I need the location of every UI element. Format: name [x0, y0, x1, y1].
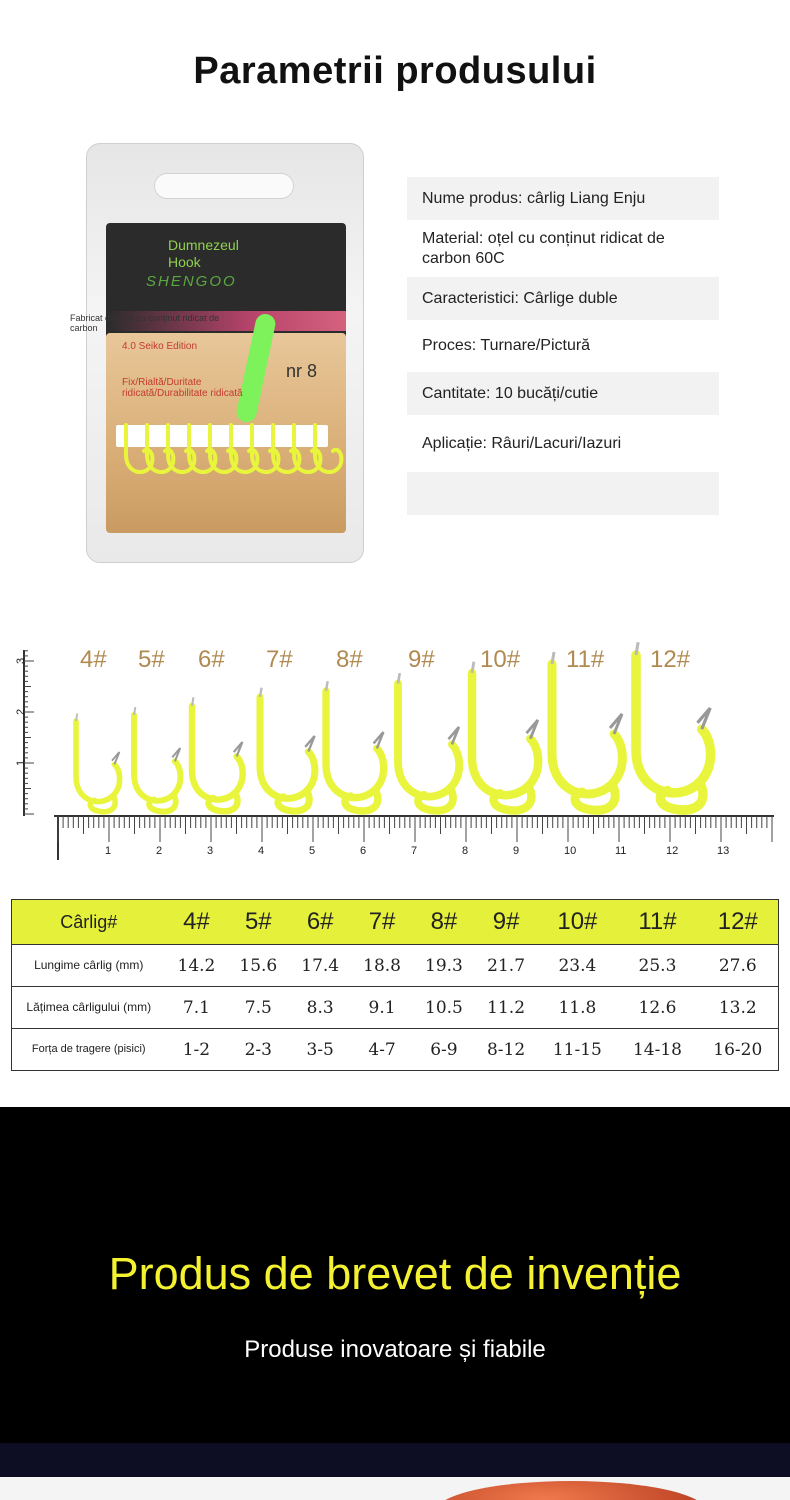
table-cell: 8.3 [289, 987, 351, 1029]
hook-eye [260, 688, 262, 697]
spec-item: Caracteristici: Cârlige duble [407, 277, 719, 320]
package-brand-line1: Dumnezeul [168, 237, 239, 253]
table-cell: 12.6 [617, 987, 697, 1029]
hook-eye [552, 652, 554, 664]
horizontal-tick-label: 4 [258, 845, 265, 857]
horizontal-tick-label: 13 [717, 845, 730, 857]
table-header-size: 7# [351, 900, 413, 945]
horizontal-tick-label: 3 [207, 845, 214, 857]
hook-shank [552, 664, 622, 794]
ruler-hook [260, 688, 315, 811]
hook-shank [76, 721, 120, 802]
table-cell: 11.8 [537, 987, 617, 1029]
table-cell: 8-12 [475, 1029, 537, 1071]
ruler-hook [134, 707, 180, 811]
page-title: Parametrii produsului [193, 50, 597, 92]
table-header-size: 4# [166, 900, 228, 945]
horizontal-tick-label: 5 [309, 845, 316, 857]
hook-shank [192, 706, 243, 800]
hook-size-label: 4# [80, 646, 107, 673]
horizontal-tick-label: 8 [462, 845, 469, 857]
table-header-row [12, 900, 779, 945]
banner-subtitle: Produse inovatoare și fiabile [244, 1336, 546, 1363]
ruler-hook [326, 681, 384, 811]
ruler-hook [472, 662, 538, 811]
vertical-tick-label: 3 [15, 657, 27, 664]
banner-title: Produs de brevet de invenție [108, 1248, 682, 1299]
table-header-size: 10# [537, 900, 617, 945]
ruler-hook [192, 697, 243, 811]
table-cell: 11-15 [537, 1029, 617, 1071]
hook-eye [636, 642, 638, 655]
product-package-image [70, 143, 364, 563]
package-feature-text: Fabricat din oțel cu conținut ridicat de carbon [70, 313, 220, 333]
horizontal-tick-label: 6 [360, 845, 367, 857]
table-cell: 14.2 [166, 945, 228, 987]
table-cell: 16-20 [698, 1029, 779, 1071]
hook-shank [260, 697, 315, 798]
table-row-label: Forța de tragere (pisici) [12, 1029, 166, 1071]
hook-shank [636, 655, 711, 793]
horizontal-tick-label: 2 [156, 845, 163, 857]
table-cell: 21.7 [475, 945, 537, 987]
vertical-tick-label: 2 [15, 708, 27, 715]
table-row [12, 987, 779, 1029]
table-cell: 11.2 [475, 987, 537, 1029]
spec-item: Proces: Turnare/Pictură [422, 337, 591, 354]
spec-list [407, 177, 719, 515]
hook-shank [326, 691, 384, 798]
table-header-size: 9# [475, 900, 537, 945]
hook-size-label: 8# [336, 646, 363, 673]
package-properties: Fix/Rialtă/Duritate ridicată/Durabilitate ridicată [122, 377, 243, 399]
table-cell: 19.3 [413, 945, 475, 987]
package-hook [315, 425, 341, 472]
spec-item: Cantitate: 10 bucăți/cutie [407, 372, 719, 415]
hook-size-label: 7# [266, 646, 293, 673]
hook-eye [472, 662, 474, 673]
ruler-hook [398, 673, 459, 811]
table-cell: 2-3 [227, 1029, 289, 1071]
spec-item [407, 472, 719, 515]
banner-strip [0, 1443, 790, 1477]
ruler-hook [552, 652, 622, 810]
table-cell: 27.6 [698, 945, 779, 987]
horizontal-tick-label: 7 [411, 845, 418, 857]
table-cell: 15.6 [227, 945, 289, 987]
table-row [12, 945, 779, 987]
table-cell: 7.1 [166, 987, 228, 1029]
package-number: nr 8 [286, 361, 318, 381]
table-cell: 1-2 [166, 1029, 228, 1071]
package-logo: SHENGOO [146, 273, 237, 290]
spec-item: Material: oțel cu conținut ridicat de carbon 60C [422, 229, 665, 267]
hook-spec-table [11, 899, 779, 1071]
table-cell: 14-18 [617, 1029, 697, 1071]
hook-size-label: 6# [198, 646, 225, 673]
vertical-tick-label: 1 [15, 759, 27, 766]
horizontal-tick-label: 12 [666, 845, 679, 857]
package-hook-shape [315, 425, 341, 472]
hook-eye [398, 673, 400, 683]
hook-size-label: 5# [138, 646, 165, 673]
table-header-size: 6# [289, 900, 351, 945]
table-header-size: 11# [617, 900, 697, 945]
horizontal-tick-label: 11 [615, 845, 627, 857]
horizontal-tick-label: 1 [105, 845, 112, 857]
hook-shank [398, 684, 459, 797]
hook-eye [326, 681, 328, 691]
table-cell: 7.5 [227, 987, 289, 1029]
spec-item: Aplicație: Râuri/Lacuri/Iazuri [422, 434, 622, 452]
table-header-size: 8# [413, 900, 475, 945]
hook-size-label: 9# [408, 646, 435, 673]
table-row-label: Lungime cârlig (mm) [12, 945, 166, 987]
table-row-label: Lățimea cârligului (mm) [12, 987, 166, 1029]
table-header-size: 5# [227, 900, 289, 945]
table-cell: 10.5 [413, 987, 475, 1029]
hook-shank [134, 715, 180, 801]
table-cell: 6-9 [413, 1029, 475, 1071]
table-cell: 17.4 [289, 945, 351, 987]
hook-size-ruler [14, 642, 776, 864]
table-header-size: 12# [698, 900, 779, 945]
hook-eye [134, 707, 135, 715]
ruler-graphic [14, 642, 776, 864]
table-cell: 25.3 [617, 945, 697, 987]
horizontal-tick-label: 10 [564, 845, 577, 857]
spec-item: Nume produs: cârlig Liang Enju [407, 177, 719, 220]
table-cell: 23.4 [537, 945, 617, 987]
package-hooks [86, 143, 364, 563]
hook-size-label: 12# [650, 646, 691, 673]
table-cell: 3-5 [289, 1029, 351, 1071]
table-row [12, 1029, 779, 1071]
hook-size-label: 10# [480, 646, 521, 673]
package-brand-line2: Hook [168, 254, 201, 270]
horizontal-tick-label: 9 [513, 845, 520, 857]
hook-size-label: 11# [566, 646, 605, 673]
hook-eye [76, 714, 77, 721]
hook-shank [472, 673, 538, 795]
ruler-hook [76, 714, 120, 812]
table-cell: 13.2 [698, 987, 779, 1029]
hook-eye [192, 697, 193, 706]
table-cell: 4-7 [351, 1029, 413, 1071]
table-cell: 18.8 [351, 945, 413, 987]
table-cell: 9.1 [351, 987, 413, 1029]
table-header-label: Cârlig# [12, 900, 166, 945]
package-edition: 4.0 Seiko Edition [122, 341, 198, 352]
